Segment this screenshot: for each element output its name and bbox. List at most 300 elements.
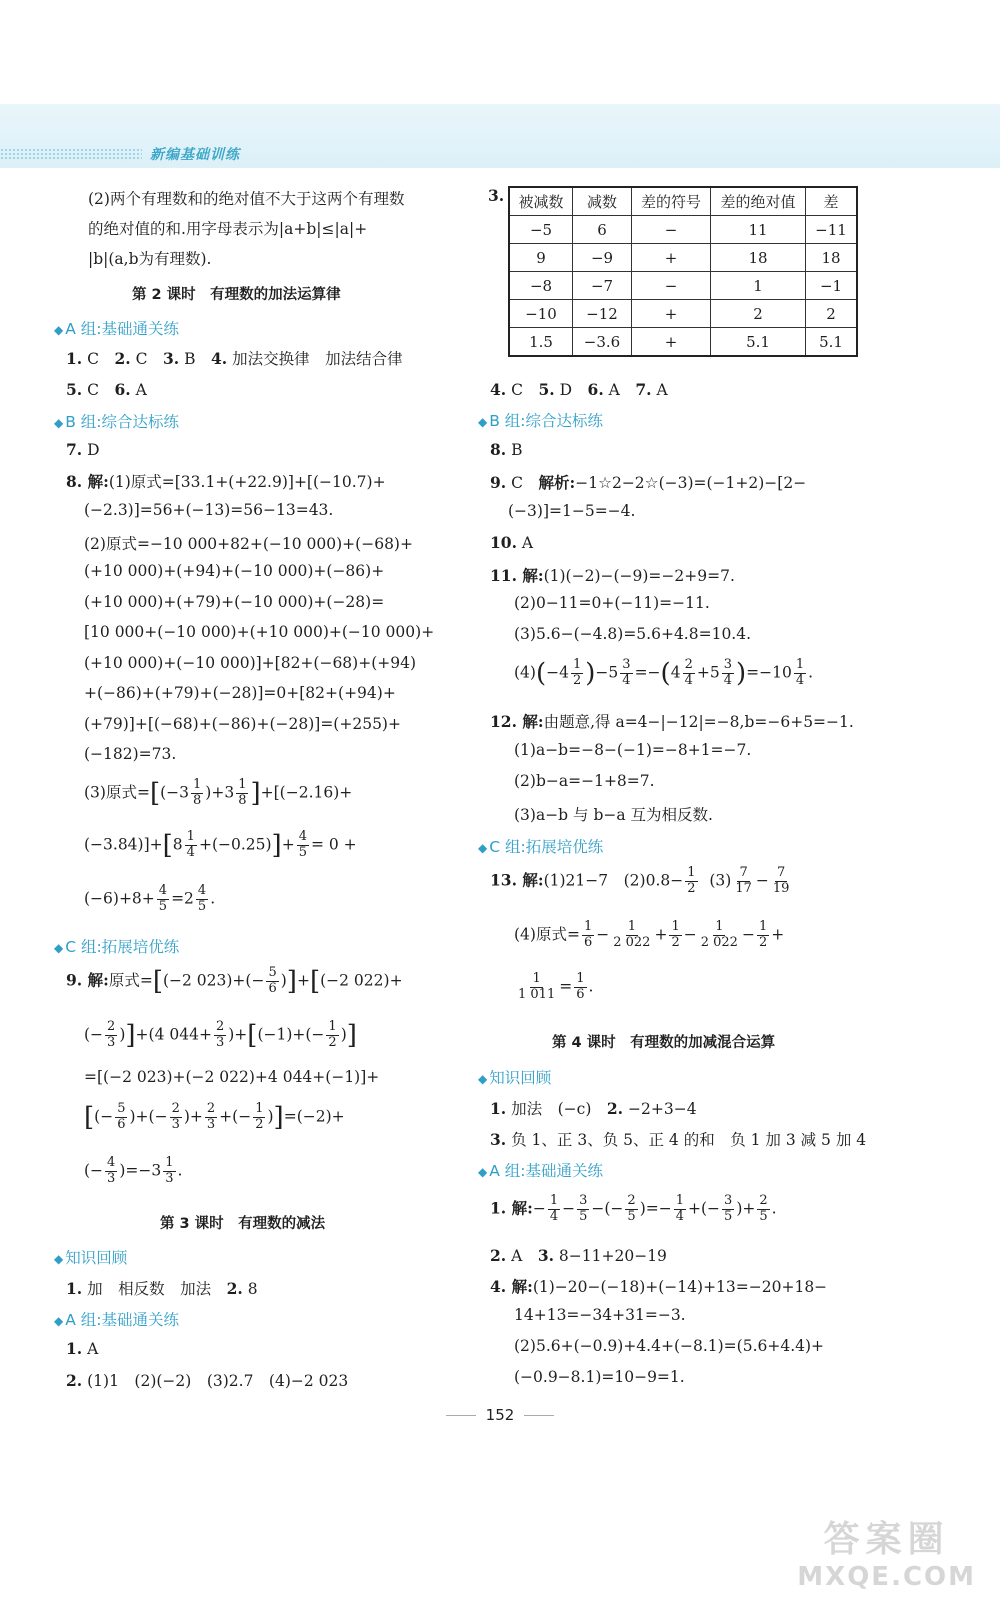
- fraction-numerator: 1: [627, 919, 636, 934]
- q-number: 11. 解:: [490, 566, 544, 585]
- solution-text: (−: [84, 1161, 104, 1180]
- solution-text: (+10 000)+(−10 000)]+[82+(−68)+(+94): [84, 654, 417, 672]
- solution-text: =[(−2 023)+(−2 022)+4 044+(−1)]+: [84, 1068, 380, 1086]
- fraction: [574, 972, 586, 1003]
- fraction: [205, 1102, 217, 1133]
- q-number: 7.: [635, 380, 652, 399]
- fraction: [548, 1194, 560, 1225]
- solution-text: (−182)=73.: [84, 745, 177, 763]
- solution-text: (−0.9−8.1)=10−9=1.: [514, 1368, 685, 1386]
- solution-text: 原式=: [108, 971, 153, 990]
- fraction-numerator: 1: [572, 657, 582, 672]
- fraction-numerator: 2: [206, 1101, 216, 1116]
- fraction-denominator: 5: [627, 1208, 636, 1224]
- section-label: 知识回顾: [65, 1249, 128, 1267]
- fraction-numerator: 2: [107, 1019, 116, 1034]
- fraction-denominator: 3: [165, 1170, 174, 1186]
- solution-text: −: [562, 1199, 576, 1218]
- solution-text: −: [596, 925, 610, 944]
- fraction-numerator: 1: [671, 919, 680, 934]
- fraction-numerator: 2: [171, 1101, 180, 1116]
- q-number: 1.: [66, 1339, 83, 1358]
- q-number: 4. 解:: [490, 1277, 533, 1296]
- answer: (1)1 (2)(−2) (3)2.7 (4)−2 023: [82, 1372, 349, 1390]
- solution-text: (1)原式=[33.1+(+22.9)]+[(−10.7)+: [108, 473, 386, 491]
- solution-text: −: [741, 925, 755, 944]
- q-number: 13. 解:: [490, 870, 544, 890]
- fraction-denominator: 2: [255, 1116, 264, 1132]
- solution-text: (2)5.6+(−0.9)+4.4+(−8.1)=(5.6+4.4)+: [514, 1337, 825, 1355]
- table-cell: 18: [711, 244, 806, 272]
- fraction: [674, 1194, 686, 1225]
- fraction: [571, 658, 583, 689]
- fraction-denominator: 4: [723, 672, 732, 688]
- section-heading: [478, 1159, 603, 1181]
- diamond-icon: ◆: [478, 841, 488, 855]
- answer-line: [490, 1244, 667, 1266]
- solution-text: (1)21−7 (2)0.8−: [543, 871, 684, 890]
- fraction-denominator: 6: [576, 986, 585, 1002]
- fraction-denominator: 17: [735, 880, 752, 896]
- fraction-denominator: 5: [158, 898, 168, 914]
- table-cell: −11: [806, 216, 858, 244]
- diamond-icon: ◆: [54, 1252, 64, 1266]
- answer: D: [82, 441, 100, 459]
- intro-line: |b|(a,b为有理数).: [88, 250, 212, 268]
- solution-text: (4)原式=: [514, 925, 580, 944]
- column-header: 被减数: [509, 187, 573, 216]
- intro-line: 的绝对值的和.用字母表示为|a+b|≤|a|+: [88, 220, 368, 238]
- answer: 加 相反数 加法: [82, 1280, 227, 1298]
- solution-formula: [84, 830, 357, 861]
- solution-text: =(−2)+: [283, 1107, 345, 1126]
- solution-text: .: [177, 1161, 183, 1180]
- bracket: (: [660, 658, 671, 689]
- answer-line: [490, 1097, 697, 1119]
- table-row: [509, 244, 857, 272]
- fraction: [297, 830, 309, 861]
- solution-text: )+: [183, 1107, 203, 1126]
- section-label: B 组:综合达标练: [65, 413, 180, 431]
- section-label: A 组:基础通关练: [65, 320, 179, 338]
- fraction-denominator: 19: [772, 880, 790, 896]
- solution-text: −4: [546, 663, 569, 682]
- fraction-denominator: 2: [758, 934, 768, 950]
- fraction-numerator: 7: [739, 865, 748, 880]
- table-row: [509, 328, 857, 357]
- answer-line: [66, 470, 386, 492]
- q-number: 1.: [66, 1279, 83, 1298]
- solution-text: =−10: [746, 663, 792, 682]
- q-number: 2.: [226, 1279, 243, 1298]
- q-number: 10.: [490, 533, 517, 552]
- fraction: [685, 866, 697, 897]
- q-number: 3.: [162, 349, 180, 368]
- fraction-denominator: 3: [215, 1034, 225, 1050]
- solution-formula: [514, 658, 813, 689]
- bracket: [: [84, 1102, 95, 1133]
- fraction-denominator: 3: [171, 1116, 180, 1132]
- fraction: [611, 920, 652, 951]
- column-header: 差的符号: [632, 187, 711, 216]
- answer: 加法交换律 加法结合律: [227, 350, 403, 368]
- answer-line: [66, 1339, 98, 1358]
- fraction-numerator: 1: [532, 971, 541, 986]
- fraction: [266, 966, 278, 997]
- solution-formula: [84, 1102, 345, 1133]
- solution-text: .: [808, 663, 814, 682]
- answer-line: [66, 1277, 258, 1299]
- solution-text: −1☆2−2☆(−3)=(−1+2)−[2−: [575, 474, 807, 492]
- fraction-numerator: 1: [675, 1193, 684, 1208]
- solution-text: −: [683, 925, 697, 944]
- fraction-denominator: 5: [724, 1208, 733, 1224]
- q-number: 3.: [537, 1246, 554, 1265]
- solution-text: (1)a−b=−8−(−1)=−8+1=−7.: [514, 741, 752, 759]
- answer: C: [506, 381, 539, 399]
- solution-formula: [66, 966, 403, 997]
- fraction: [771, 866, 792, 897]
- solution-text: .: [588, 977, 594, 996]
- fraction-numerator: 1: [583, 919, 593, 934]
- intro-line: (2)两个有理数和的绝对值不大于这两个有理数: [88, 190, 405, 208]
- column-header: 差的绝对值: [711, 187, 806, 216]
- table-cell: 9: [509, 244, 573, 272]
- solution-text: (−2.3)]=56+(−13)=56−13=43.: [84, 501, 334, 519]
- solution-formula: [490, 866, 793, 897]
- fraction-denominator: 5: [298, 844, 307, 860]
- solution-text: −: [532, 1199, 546, 1218]
- fraction-denominator: 6: [583, 934, 593, 950]
- table-cell: 5.1: [806, 328, 858, 357]
- table-cell: 2: [806, 300, 858, 328]
- answer-line: [490, 710, 854, 732]
- fraction-denominator: 3: [107, 1170, 116, 1186]
- solution-text: (−3.84)]+: [84, 835, 163, 854]
- solution-text: +: [296, 971, 310, 990]
- answer: A: [506, 1247, 538, 1265]
- fraction: [253, 1102, 265, 1133]
- solution-text: −(−: [591, 1199, 624, 1218]
- solution-text: +[(−2.16)+: [260, 783, 353, 802]
- table-cell: −5: [509, 216, 573, 244]
- fraction-numerator: 5: [117, 1101, 126, 1116]
- fraction-denominator: 2: [687, 880, 696, 896]
- difference-table: [508, 186, 858, 357]
- table-cell: −1: [806, 272, 858, 300]
- diamond-icon: ◆: [54, 416, 64, 430]
- diamond-icon: ◆: [478, 415, 488, 429]
- table-cell: 1.5: [509, 328, 573, 357]
- diamond-icon: ◆: [54, 941, 64, 955]
- solution-text: +5: [696, 663, 720, 682]
- answer-line: [490, 378, 668, 400]
- fraction: [683, 658, 695, 689]
- table-row: [509, 300, 857, 328]
- solution-text: )+3: [205, 783, 235, 802]
- analysis-label: 解析:: [538, 473, 576, 492]
- solution-text: (−6)+8+: [84, 889, 155, 908]
- table-cell: 1: [711, 272, 806, 300]
- q-number: 3.: [488, 186, 505, 205]
- solution-text: (+10 000)+(+94)+(−10 000)+(−86)+: [84, 562, 385, 580]
- section-label: C 组:拓展培优练: [65, 938, 180, 956]
- section-label: A 组:基础通关练: [65, 1311, 179, 1329]
- section-heading: [478, 409, 603, 431]
- q-number: 4.: [210, 349, 228, 368]
- fraction-denominator: 8: [238, 792, 247, 808]
- solution-text: (2)b−a=−1+8=7.: [514, 772, 655, 790]
- lesson-title: 第 2 课时 有理数的加法运算律: [132, 287, 341, 303]
- fraction: [577, 1194, 589, 1225]
- fraction-denominator: 4: [684, 672, 693, 688]
- fraction-numerator: 2: [215, 1019, 225, 1034]
- q-number: 2.: [66, 1371, 83, 1390]
- fraction: [516, 972, 557, 1003]
- fraction-numerator: 4: [298, 829, 307, 844]
- fraction-numerator: 1: [758, 919, 768, 934]
- fraction-denominator: 4: [549, 1208, 559, 1224]
- fraction-denominator: 4: [622, 672, 631, 688]
- bracket: ]: [286, 966, 297, 997]
- fraction: [115, 1102, 127, 1133]
- fraction-numerator: 1: [255, 1101, 264, 1116]
- diamond-icon: ◆: [54, 1314, 64, 1328]
- fraction-denominator: 4: [675, 1208, 684, 1224]
- bracket: ]: [250, 778, 261, 809]
- column-header: 减数: [573, 187, 632, 216]
- fraction-denominator: 4: [795, 672, 805, 688]
- answer-line: [66, 1369, 348, 1391]
- fraction: [170, 1102, 182, 1133]
- table-cell: 2: [711, 300, 806, 328]
- solution-text: (+79)]+[(−68)+(−86)+(−28)]=(+255)+: [84, 715, 401, 733]
- diamond-icon: ◆: [478, 1165, 488, 1179]
- fraction: [757, 1194, 769, 1225]
- solution-text: )+(−: [129, 1107, 168, 1126]
- solution-text: =2: [171, 889, 194, 908]
- answer: A: [82, 1340, 99, 1358]
- solution-text: (−: [94, 1107, 114, 1126]
- solution-text: ): [119, 1025, 126, 1044]
- fraction-numerator: 7: [777, 865, 786, 880]
- solution-text: (−3: [160, 783, 190, 802]
- fraction-numerator: 1: [165, 1155, 174, 1170]
- fraction-numerator: 4: [197, 883, 207, 898]
- fraction-denominator: 3: [107, 1034, 116, 1050]
- answer: C: [130, 350, 163, 368]
- bracket: ): [736, 658, 747, 689]
- fraction-numerator: 1: [549, 1193, 559, 1208]
- bracket: [: [309, 966, 321, 997]
- fraction-numerator: 1: [328, 1019, 337, 1034]
- solution-text: 由题意,得 a=4−|−12|=−8,b=−6+5=−1.: [543, 713, 854, 731]
- fraction-numerator: 1: [687, 865, 696, 880]
- fraction-denominator: 3: [206, 1116, 216, 1132]
- table-cell: +: [632, 300, 711, 328]
- section-heading: [478, 835, 603, 857]
- fraction-numerator: 2: [684, 657, 693, 672]
- fraction: [105, 1020, 117, 1051]
- table-cell: −9: [573, 244, 632, 272]
- solution-text: +(4 044+: [135, 1025, 212, 1044]
- answer-line: [490, 1275, 827, 1297]
- table-cell: 5.1: [711, 328, 806, 357]
- answer-line: [490, 1128, 866, 1150]
- table-cell: −: [632, 272, 711, 300]
- solution-text: (3)a−b 与 b−a 互为相反数.: [514, 806, 713, 824]
- q-number: 1. 解:: [490, 1198, 533, 1218]
- column-header: 差: [806, 187, 858, 216]
- solution-text: .: [210, 889, 216, 908]
- fraction: [196, 884, 208, 915]
- fraction-numerator: 4: [107, 1155, 116, 1170]
- fraction-numerator: 2: [759, 1193, 768, 1208]
- fraction-numerator: 5: [268, 965, 277, 980]
- solution-text: (4): [514, 663, 536, 682]
- table-cell: −12: [573, 300, 632, 328]
- bracket: [: [162, 830, 173, 861]
- solution-text: (3)原式=: [84, 783, 150, 802]
- section-heading: [54, 935, 179, 957]
- solution-formula: [514, 920, 784, 951]
- solution-text: ): [280, 971, 287, 990]
- fraction: [722, 658, 734, 689]
- fraction-numerator: 3: [622, 657, 631, 672]
- fraction: [236, 778, 248, 809]
- section-label: B 组:综合达标练: [489, 412, 604, 430]
- solution-text: (−2 022)+: [320, 971, 403, 990]
- solution-text: (1)−20−(−18)+(−14)+13=−20+18−: [532, 1278, 828, 1296]
- fraction-denominator: 6: [117, 1116, 126, 1132]
- section-label: 知识回顾: [489, 1069, 552, 1087]
- fraction: [105, 1156, 117, 1187]
- table-cell: 11: [711, 216, 806, 244]
- table-cell: 18: [806, 244, 858, 272]
- fraction-denominator: 5: [197, 898, 207, 914]
- q-number: 6.: [114, 380, 131, 399]
- bracket: ): [585, 658, 596, 689]
- q-number: 9.: [490, 473, 507, 492]
- answer: D: [554, 381, 588, 399]
- bracket: [: [247, 1020, 258, 1051]
- fraction: [669, 920, 681, 951]
- solution-text: (2)0−11=0+(−11)=−11.: [514, 594, 710, 612]
- solution-text: (−1)+(−: [257, 1025, 325, 1044]
- header-dot-pattern: [0, 148, 142, 160]
- bracket: (: [535, 658, 547, 689]
- answer: A: [516, 534, 534, 552]
- section-heading: [54, 317, 179, 339]
- fraction: [625, 1194, 637, 1225]
- q-number: 1.: [66, 349, 83, 368]
- fraction: [699, 920, 740, 951]
- q-number: 1.: [490, 1099, 507, 1118]
- fraction: [185, 830, 197, 861]
- fraction-denominator: 2 022: [613, 934, 651, 950]
- solution-text: [10 000+(−10 000)+(+10 000)+(−10 000)+: [84, 623, 435, 641]
- fraction-numerator: 1: [576, 971, 585, 986]
- bracket: ]: [125, 1020, 136, 1051]
- table-row: [509, 216, 857, 244]
- q-number: 8. 解:: [66, 472, 109, 491]
- q-number: 9. 解:: [66, 970, 109, 990]
- answer: B: [179, 350, 211, 368]
- table-cell: +: [632, 244, 711, 272]
- answer-line: [66, 378, 147, 400]
- solution-text: )=−: [639, 1199, 672, 1218]
- solution-formula: [84, 884, 215, 915]
- fraction-denominator: 2: [671, 934, 680, 950]
- answer: 负 1、正 3、负 5、正 4 的和 负 1 加 3 减 5 加 4: [506, 1131, 867, 1149]
- solution-text: )+: [228, 1025, 248, 1044]
- fraction: [722, 1194, 734, 1225]
- answer: C: [506, 474, 539, 492]
- section-label: C 组:拓展培优练: [489, 838, 604, 856]
- solution-text: 8: [172, 835, 183, 854]
- section-heading: [54, 1246, 127, 1268]
- answer: 8: [242, 1280, 258, 1298]
- solution-text: 14+13=−34+31=−3.: [514, 1306, 686, 1324]
- fraction: [582, 920, 594, 951]
- section-heading: [54, 410, 179, 432]
- answer: −2+3−4: [623, 1100, 697, 1118]
- q-number: 5.: [538, 380, 555, 399]
- fraction: [757, 920, 769, 951]
- solution-text: (2)原式=−10 000+82+(−10 000)+(−68)+: [84, 535, 413, 553]
- table-cell: −: [632, 216, 711, 244]
- solution-text: 4: [670, 663, 681, 682]
- table-cell: +: [632, 328, 711, 357]
- solution-text: (−2 023)+(−: [162, 971, 265, 990]
- lesson-title: 第 3 课时 有理数的减法: [160, 1216, 326, 1232]
- fraction: [157, 884, 169, 915]
- solution-text: )=−3: [119, 1161, 162, 1180]
- table-row: [509, 272, 857, 300]
- fraction: [794, 658, 806, 689]
- fraction-denominator: 6: [268, 980, 277, 996]
- table-cell: 6: [573, 216, 632, 244]
- fraction-numerator: 2: [627, 1193, 636, 1208]
- solution-text: (−3)]=1−5=−4.: [508, 502, 636, 520]
- fraction-numerator: 3: [723, 657, 732, 672]
- answer: B: [506, 441, 523, 459]
- fraction: [214, 1020, 226, 1051]
- solution-text: +(−: [219, 1107, 252, 1126]
- solution-formula: [84, 1020, 357, 1051]
- fraction-denominator: 5: [759, 1208, 768, 1224]
- answer-line: [490, 564, 735, 586]
- bracket: [: [152, 966, 163, 997]
- solution-formula: [84, 1156, 182, 1187]
- bracket: [: [149, 778, 161, 809]
- solution-text: .: [771, 1199, 777, 1218]
- fraction-numerator: 1: [795, 657, 805, 672]
- solution-text: ): [340, 1025, 347, 1044]
- q-number: 4.: [490, 380, 507, 399]
- table-cell: −10: [509, 300, 573, 328]
- answer: 8−11+20−19: [554, 1247, 667, 1265]
- fraction-denominator: 4: [186, 844, 195, 860]
- page-number: 152: [0, 1406, 1000, 1424]
- answer-line: [66, 440, 100, 459]
- bracket: ]: [273, 1102, 284, 1133]
- table-cell: −3.6: [573, 328, 632, 357]
- fraction-numerator: 1: [186, 829, 195, 844]
- answer-line: [490, 471, 806, 493]
- answer: A: [651, 381, 668, 399]
- solution-text: (3): [709, 871, 732, 890]
